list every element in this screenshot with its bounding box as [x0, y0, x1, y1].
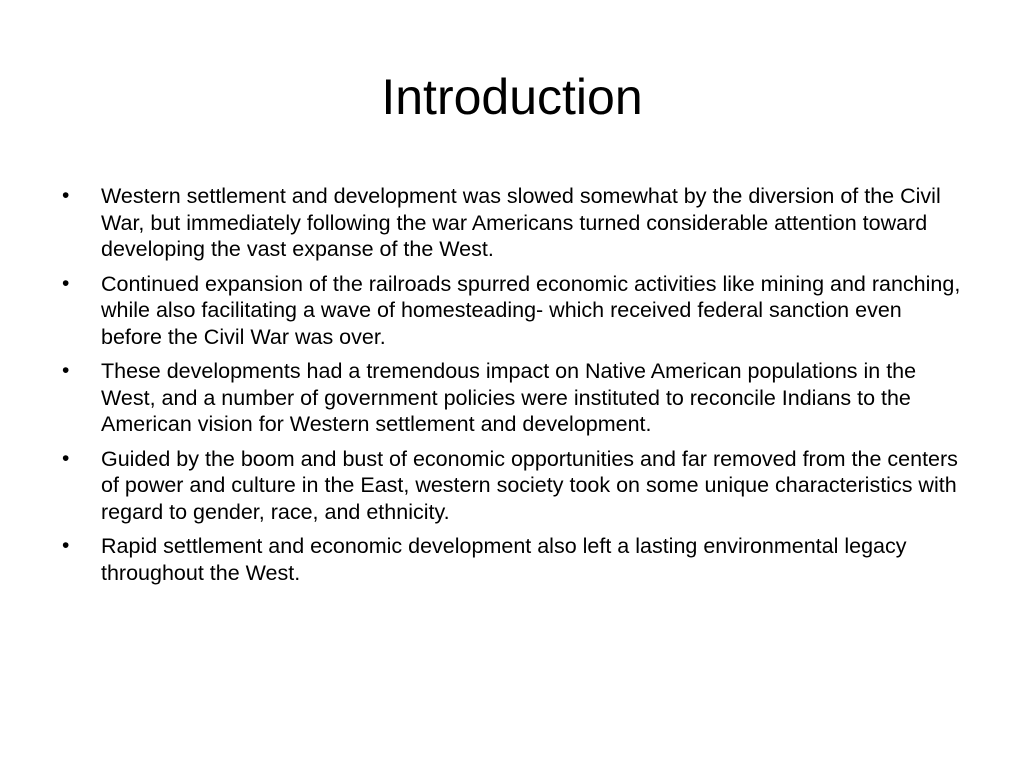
- bullet-text: Rapid settlement and economic development also left a lasting environmental legacy throughout the West.: [101, 534, 907, 585]
- bullet-text: Western settlement and development was slowed somewhat by the diversion of the Civil War, but immediately following the war Americans turned considerable attention toward developing the vast expanse of the West.: [101, 184, 941, 261]
- bullet-item: [62, 533, 967, 586]
- bullet-icon: •: [62, 271, 70, 295]
- bullet-item: [62, 271, 967, 351]
- bullet-icon: •: [62, 446, 70, 470]
- bullet-item: [62, 446, 967, 526]
- bullet-icon: •: [62, 359, 70, 382]
- bullet-text: Guided by the boom and bust of economic opportunities and far removed from the centers of power and culture in the East, western society took on some unique characteristics with regard to gender, race, and ethnicity.: [101, 446, 958, 524]
- bullet-text: Continued expansion of the railroads spurred economic activities like mining and ranching, while also facilitating a wave of homesteading- which received federal sanction even before the Civil War was over.: [101, 271, 961, 349]
- bullet-text: These developments had a tremendous impact on Native American populations in the West, and a number of government policies were instituted to reconcile Indians to the American vision for Western settlement and development.: [101, 359, 917, 436]
- slide-title: Introduction: [381, 69, 643, 125]
- bullet-item: [62, 183, 967, 263]
- bullet-list: [62, 183, 967, 594]
- bullet-icon: •: [62, 534, 70, 557]
- bullet-icon: •: [62, 184, 70, 207]
- bullet-item: [62, 358, 967, 438]
